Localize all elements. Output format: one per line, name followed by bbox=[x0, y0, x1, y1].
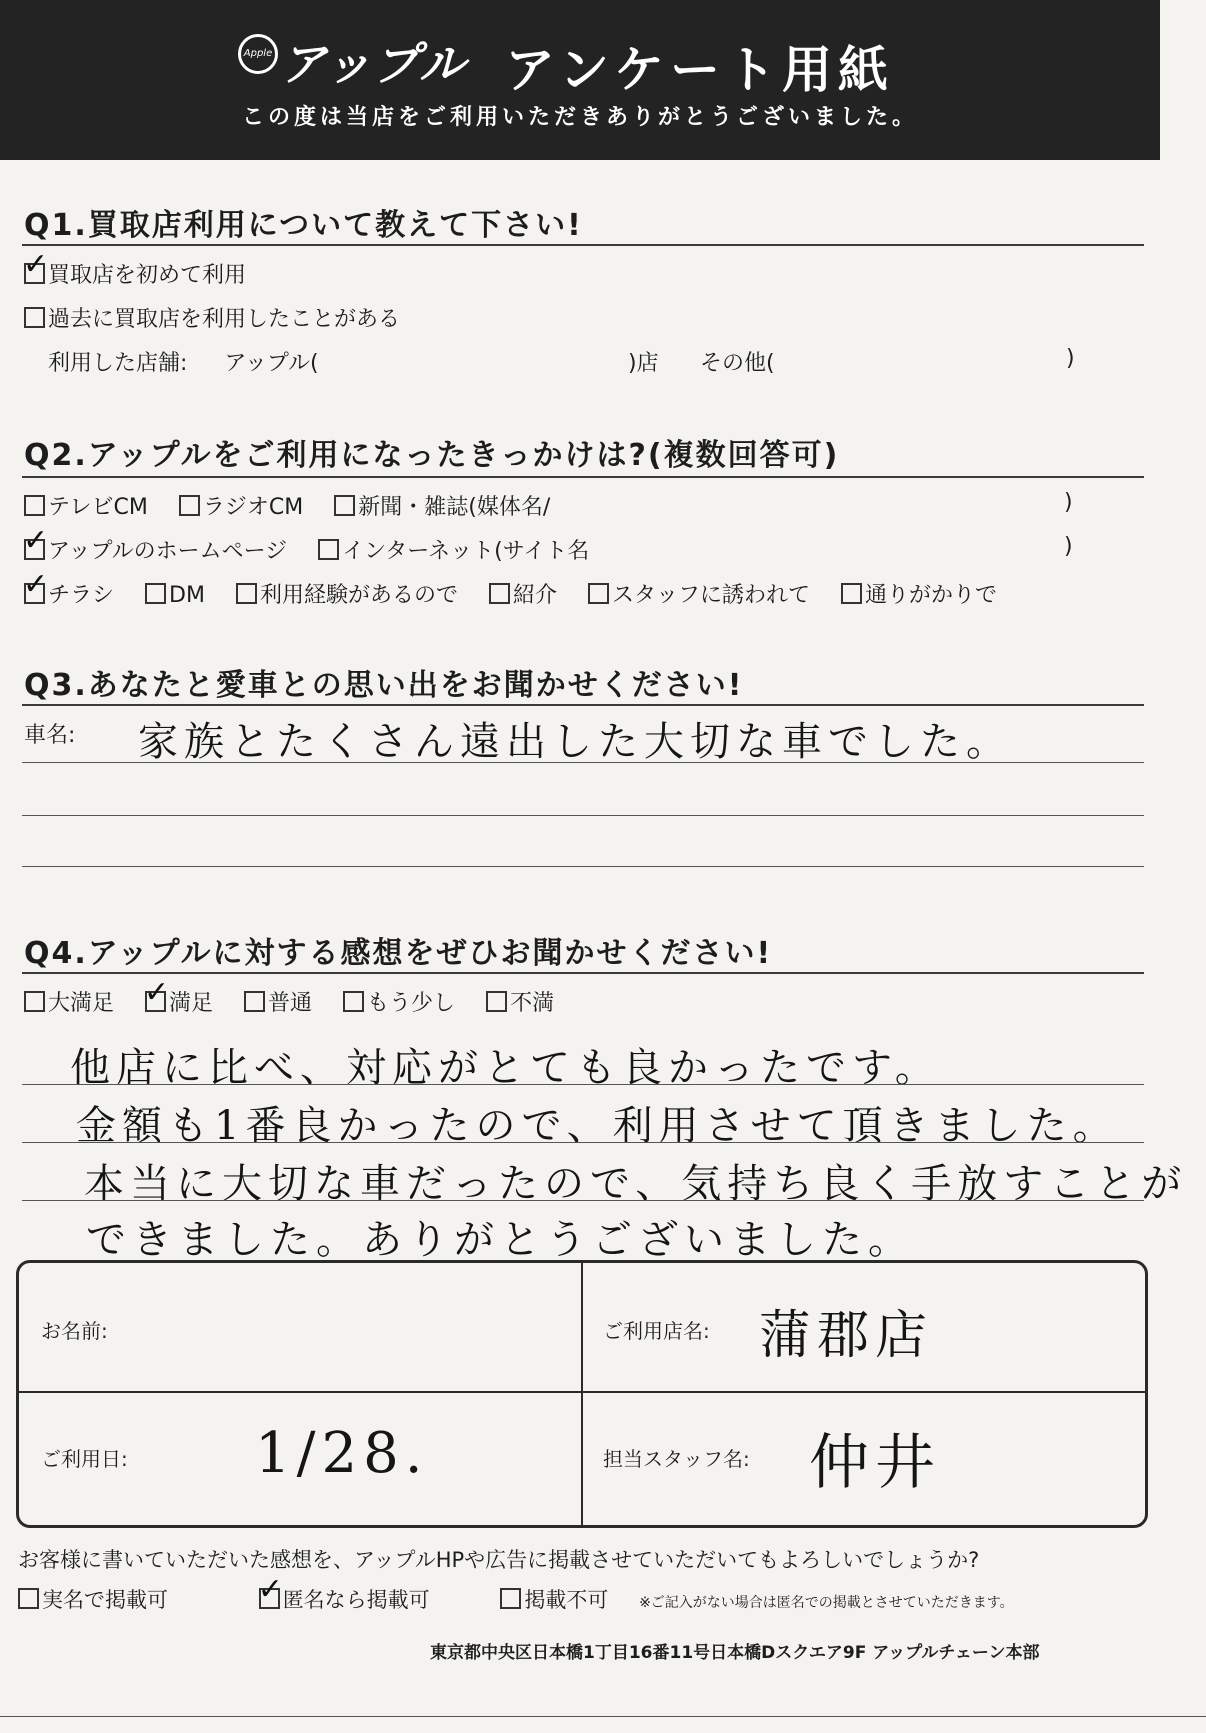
q2-option-staff[interactable]: スタッフに誘われて bbox=[588, 578, 810, 609]
info-divider-horizontal bbox=[19, 1391, 1145, 1393]
impression-line-3: 本当に大切な車だったので、気持ち良く手放すことが bbox=[84, 1161, 1188, 1207]
q3-heading: Q3.あなたと愛車との思い出をお聞かせください! bbox=[24, 668, 744, 703]
rating-very-satisfied[interactable]: 大満足 bbox=[24, 986, 114, 1017]
checkbox[interactable] bbox=[486, 991, 507, 1012]
q1-option-first-time[interactable]: ✓買取店を初めて利用 bbox=[24, 258, 246, 289]
q2-heading: Q2.アップルをご利用になったきっかけは?(複数回答可) bbox=[24, 438, 840, 473]
consent-anonymous[interactable]: ✓ 匿名なら掲載可 bbox=[259, 1584, 430, 1614]
apple-logo: Apple bbox=[238, 34, 278, 74]
info-divider-vertical bbox=[581, 1263, 583, 1525]
checkbox[interactable] bbox=[841, 583, 862, 604]
q2-option-radio[interactable]: ラジオCM bbox=[179, 490, 303, 521]
store-label: ご利用店名: bbox=[603, 1319, 710, 1343]
consent-note: ※ご記入がない場合は匿名での掲載とさせていただきます。 bbox=[639, 1595, 1014, 1611]
name-label: お名前: bbox=[41, 1319, 108, 1343]
impression-line-2: 金額も1番良かったので、利用させて頂きました。 bbox=[76, 1103, 1119, 1149]
store-value: 蒲郡店 bbox=[759, 1306, 934, 1366]
consent-options bbox=[18, 1584, 1148, 1614]
checkbox[interactable] bbox=[500, 1588, 521, 1609]
answer-line bbox=[22, 1142, 1144, 1143]
checkbox[interactable] bbox=[24, 495, 45, 516]
q2-option-intro[interactable]: 紹介 bbox=[489, 578, 557, 609]
q2-row-3 bbox=[24, 578, 1021, 609]
impression-line-1: 他店に比べ、対応がとても良かったです。 bbox=[70, 1045, 941, 1091]
consent-real-name[interactable]: 実名で掲載可 bbox=[18, 1584, 168, 1614]
checkbox-checked[interactable] bbox=[145, 991, 166, 1012]
q2-option-dm[interactable]: DM bbox=[145, 583, 205, 608]
checkbox[interactable] bbox=[318, 539, 339, 560]
header-banner bbox=[0, 0, 1160, 160]
answer-line bbox=[22, 1200, 1144, 1201]
answer-line bbox=[22, 1084, 1144, 1085]
checkbox-checked[interactable] bbox=[24, 583, 45, 604]
form-subtitle: この度は当店をご利用いただきありがとうございました。 bbox=[241, 105, 918, 130]
consent-not-allowed[interactable]: 掲載不可 bbox=[500, 1584, 608, 1614]
rating-a-bit-more[interactable]: もう少し bbox=[343, 986, 455, 1017]
form-title: アンケート用紙 bbox=[505, 41, 894, 99]
shop-label: 利用した店舗: bbox=[48, 351, 188, 376]
car-name-label: 車名: bbox=[24, 723, 76, 748]
shop-apple: アップル( bbox=[224, 351, 319, 376]
q1-heading: Q1.買取店利用について教えて下さい! bbox=[24, 208, 583, 243]
shop-other: その他( bbox=[700, 351, 775, 376]
q1-rule bbox=[22, 244, 1144, 246]
q2-row-1 bbox=[24, 490, 1104, 521]
checkbox-checked[interactable] bbox=[24, 539, 45, 560]
checkbox[interactable] bbox=[343, 991, 364, 1012]
q2-option-homepage[interactable]: ✓アップルのホームページ bbox=[24, 534, 287, 565]
date-value: 1/28. bbox=[255, 1421, 429, 1486]
q2-rule bbox=[22, 476, 1144, 478]
checkbox[interactable] bbox=[334, 495, 355, 516]
footer-address: 東京都中央区日本橋1丁目16番11号日本橋Dスクエア9F アップルチェーン本部 bbox=[430, 1643, 1040, 1663]
q2-option-news[interactable]: 新聞・雑誌(媒体名/ bbox=[334, 490, 550, 521]
checkbox[interactable] bbox=[24, 991, 45, 1012]
bottom-rule bbox=[0, 1716, 1206, 1717]
q4-heading: Q4.アップルに対する感想をぜひお聞かせください! bbox=[24, 936, 773, 971]
checkbox[interactable] bbox=[179, 495, 200, 516]
date-label: ご利用日: bbox=[41, 1447, 128, 1471]
q4-rating-row bbox=[24, 986, 578, 1017]
q1-option-used-before[interactable]: 過去に買取店を利用したことがある bbox=[24, 302, 400, 333]
q2-option-passing[interactable]: 通りがかりで bbox=[841, 578, 997, 609]
q2-close-2: ) bbox=[1064, 534, 1073, 559]
q4-rule bbox=[22, 972, 1144, 974]
checkbox[interactable] bbox=[588, 583, 609, 604]
customer-info-box bbox=[16, 1260, 1148, 1528]
q2-option-tv[interactable]: テレビCM bbox=[24, 490, 148, 521]
rating-normal[interactable]: 普通 bbox=[244, 986, 312, 1017]
answer-line bbox=[22, 866, 1144, 867]
checkbox-checked[interactable] bbox=[259, 1588, 280, 1609]
brand-name: アップル bbox=[280, 37, 467, 91]
q2-row-2 bbox=[24, 534, 1104, 565]
answer-line bbox=[22, 762, 1144, 763]
q2-option-experience[interactable]: 利用経験があるので bbox=[236, 578, 458, 609]
q1-shop-row bbox=[48, 346, 1078, 377]
shop-close: ) bbox=[1066, 346, 1075, 371]
checkbox-checked[interactable] bbox=[24, 263, 45, 284]
checkbox[interactable] bbox=[145, 583, 166, 604]
consent-question: お客様に書いていただいた感想を、アップルHPや広告に掲載させていただいてもよろしいでしょうか? bbox=[18, 1548, 980, 1572]
q2-close-1: ) bbox=[1064, 490, 1073, 515]
car-memory-answer: 家族とたくさん遠出した大切な車でした。 bbox=[138, 719, 1012, 765]
staff-label: 担当スタッフ名: bbox=[603, 1447, 750, 1471]
checkbox[interactable] bbox=[489, 583, 510, 604]
checkbox[interactable] bbox=[24, 307, 45, 328]
checkbox[interactable] bbox=[244, 991, 265, 1012]
checkbox[interactable] bbox=[236, 583, 257, 604]
shop-store: )店 bbox=[628, 351, 659, 376]
q2-option-flyer[interactable]: ✓チラシ bbox=[24, 578, 114, 609]
checkbox[interactable] bbox=[18, 1588, 39, 1609]
rating-satisfied[interactable]: ✓ 満足 bbox=[145, 986, 213, 1017]
staff-value: 仲井 bbox=[809, 1428, 941, 1498]
q2-option-internet[interactable]: インターネット(サイト名 bbox=[318, 534, 589, 565]
impression-line-4: できました。ありがとうございました。 bbox=[86, 1217, 914, 1263]
q3-rule bbox=[22, 704, 1144, 706]
rating-dissatisfied[interactable]: 不満 bbox=[486, 986, 554, 1017]
answer-line bbox=[22, 815, 1144, 816]
